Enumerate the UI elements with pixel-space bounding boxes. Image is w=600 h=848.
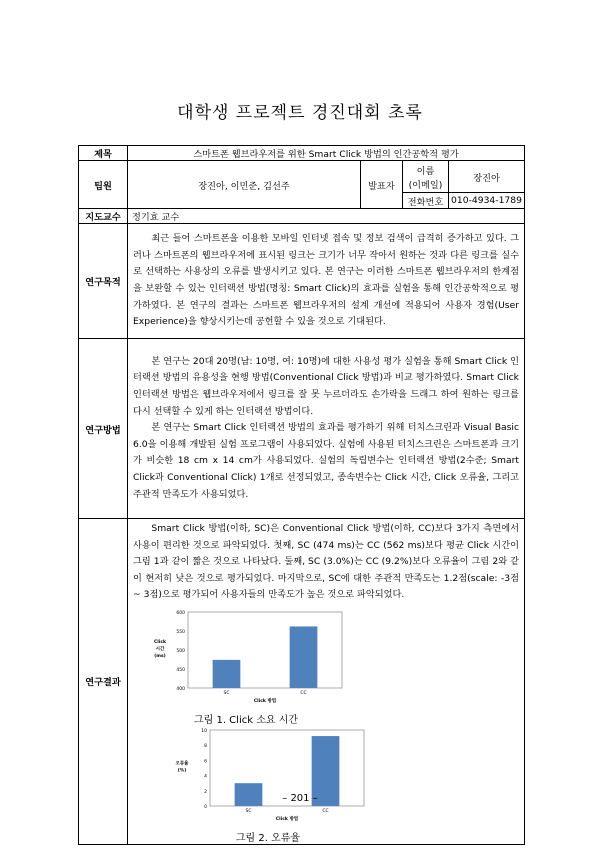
title-label: 제목 [79,146,128,161]
x-tick-label: CC [322,808,329,814]
advisor-row [79,209,525,224]
advisor-value: 정기효 교수 [128,209,525,224]
y-tick-label: 500 [176,648,185,654]
name-label: 이름 [416,165,435,177]
page-number: – 201 – [282,793,318,804]
y-axis-label: (ms) [154,653,166,659]
click-time-chart [146,608,346,706]
figure-2 [168,726,368,844]
method-text [128,354,524,503]
abstract-table [78,145,525,845]
y-tick-label: 2 [204,789,207,795]
result-label: 연구결과 [79,519,128,845]
presenter-phone: 010-4934-1789 [449,193,525,209]
email-label: (이메일) [408,179,443,191]
y-axis-label: 시간 [155,646,165,652]
x-tick-label: SC [223,690,230,696]
x-axis-label: Click 방법 [275,816,299,822]
result-text: Smart Click 방법(이하, SC)은 Conventional Click 방법(이하, CC)보다 3가지 측면에서 사용이 편리한 것으로 파악되었다. 첫째, SC (474 ms)는 CC (562 ms)보다 평균 Click 시간이 그림 1과 같이 짧은 것으로 나타났다. 둘째, SC (3.0%)는 CC (9.2%)보다 오류율이 그림 2와 같이 현저히 낮은 것으로 평가되었다. 마지막으로, SC에 대한 주관적 만족도는 1.2점(scale: -3점 ~ 3점)으로 평가되어 사용자들의 만족도가 높은 것으로 파악되었다. [133,523,520,601]
page-title: 대학생 프로젝트 경진대회 초록 [177,103,423,123]
figure-1-caption: 그림 1. Click 소요 시간 [193,714,299,726]
figure-1 [146,608,346,726]
name-email-label [403,161,449,193]
y-tick-label: 400 [176,686,185,692]
x-tick-label: SC [245,808,252,814]
team-label: 팀원 [79,161,128,209]
advisor-label: 지도교수 [79,209,128,224]
y-tick-label: 6 [204,759,207,765]
x-tick-label: CC [300,690,307,696]
method-paragraph-1: 본 연구는 20대 20명(남: 10명, 여: 10명)에 대한 사용성 평가 실험을 통해 Smart Click 인터랙션 방법의 유용성을 현행 방법(Conventional Click 방법)과 비교 평가하였다. Smart Click 인터랙션 방법은 웹브라우저에서 링크를 잘 못 누르더라도 손가락을 드래그 하여 원하는 링크를 다시 선택할 수 있게 하는 인터랙션 방법이다. [133,355,520,417]
plot-area [188,612,342,688]
phone-label: 전화번호 [403,193,449,209]
purpose-text: 최근 들어 스마트폰을 이용한 모바일 인터넷 접속 및 정보 검색이 급격히 증가하고 있다. 그러나 스마트폰의 웹브라우저에 표시된 링크는 크기가 너무 작아서 원하는 것과 다른 링크를 실수로 선택하는 사용상의 오류를 발생시키고 있다. 본 연구는 이러한 스마트폰 웹브라우저의 한계점을 보완할 수 있는 인터랙션 방법(명칭: Smart Click)의 효과를 실험을 통해 인간공학적으로 평가하였다. 본 연구의 결과는 스마트폰 웹브라우저의 설계 개선에 적용되어 사용자 경험(User Experience)을 향상시키는데 공헌할 수 있을 것으로 기대된다. [133,233,520,328]
y-tick-label: 10 [201,728,207,734]
y-axis-label: Click [153,639,167,645]
method-label: 연구방법 [79,339,128,519]
error-rate-chart [168,726,368,824]
y-tick-label: 4 [204,774,207,780]
y-tick-label: 0 [204,804,207,810]
method-paragraph-2: 본 연구는 Smart Click 인터랙션 방법의 효과를 평가하기 위해 터치스크린과 Visual Basic 6.0을 이용해 개발된 실험 프로그램이 사용되었다. 실험에 사용된 터치스크린은 스마트폰과 크기가 비슷한 18 cm x 14 cm가 사용되었다. 실험의 독립변수는 인터랙션 방법(2수준; Smart Click과 Conventional Click) 1개로 선정되었고, 종속변수는 Click 시간, Click 오류율, 그리고 주관적 만족도가 사용되었다. [133,422,520,500]
y-tick-label: 8 [204,744,207,750]
purpose-row [79,224,525,339]
method-row [79,339,525,519]
presenter-label: 발표자 [361,161,403,209]
y-tick-label: 450 [176,667,185,673]
y-tick-label: 550 [176,629,185,635]
title-row [79,146,525,161]
title-value: 스마트폰 웹브라우저를 위한 Smart Click 방법의 인간공학적 평가 [128,146,525,161]
purpose-label: 연구목적 [79,224,128,339]
team-row [79,161,525,193]
presenter-name: 장진아 [449,161,525,193]
x-axis-label: Click 방법 [253,698,277,704]
y-axis-label: 오류율 [175,761,189,767]
team-value: 장진아, 이민준, 김선주 [128,161,361,209]
y-tick-label: 600 [176,610,185,616]
bar-sc [213,660,241,688]
figures [128,608,524,844]
bar-cc [290,626,318,688]
figure-2-caption: 그림 2. 오류율 [235,832,301,844]
y-axis-label: (%) [177,768,187,774]
